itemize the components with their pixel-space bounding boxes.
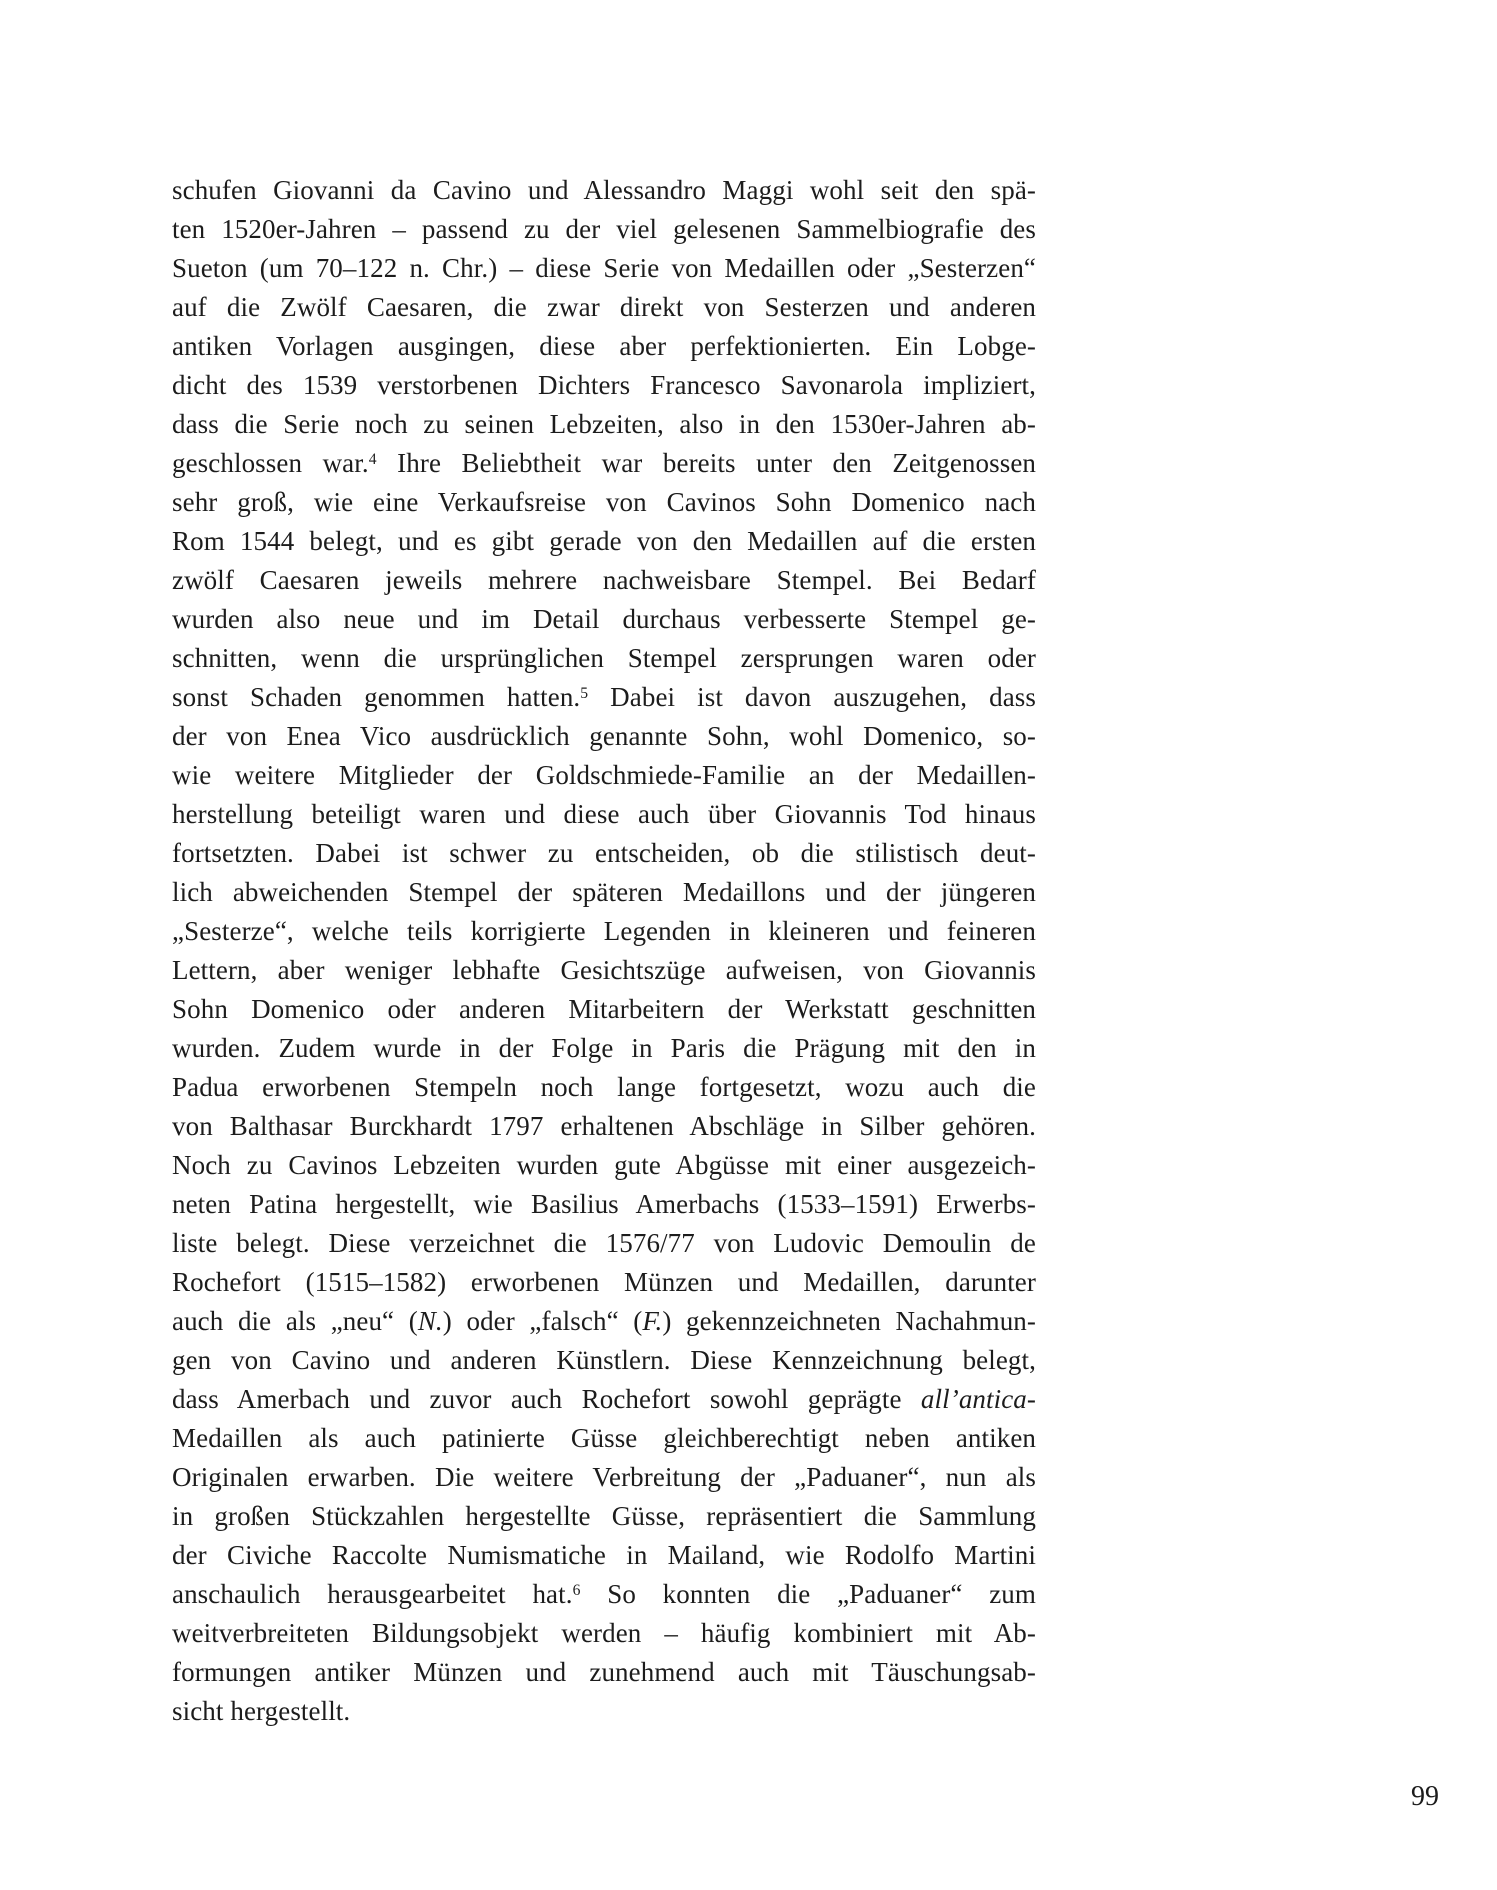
- text-run: der Civiche Raccolte Numismatiche in Mailand, wie Rodolfo Martini: [172, 1540, 1036, 1570]
- text-run: wurden. Zudem wurde in der Folge in Paris die Prägung mit den in: [172, 1033, 1036, 1063]
- text-line: [172, 522, 1036, 561]
- text-line: [172, 1380, 1036, 1419]
- text-run: der von Enea Vico ausdrücklich genannte Sohn, wohl Domenico, so-: [172, 721, 1036, 751]
- text-run: auf die Zwölf Caesaren, die zwar direkt von Sesterzen und anderen: [172, 292, 1036, 322]
- text-run: Sohn Domenico oder anderen Mitarbeitern der Werkstatt geschnitten: [172, 994, 1036, 1024]
- text-run: dass die Serie noch zu seinen Lebzeiten, also in den 1530er-Jahren ab-: [172, 409, 1036, 439]
- text-run: formungen antiker Münzen und zunehmend auch mit Täuschungsab-: [172, 1657, 1036, 1687]
- text-run: anschaulich herausgearbeitet hat.: [172, 1579, 573, 1609]
- text-line: [172, 561, 1036, 600]
- text-run: zwölf Caesaren jeweils mehrere nachweisbare Stempel. Bei Bedarf: [172, 565, 1036, 595]
- text-run: ) oder „falsch“ (: [442, 1306, 643, 1336]
- text-line: [172, 951, 1036, 990]
- footnote-reference: 4: [368, 450, 377, 468]
- text-line: [172, 210, 1036, 249]
- text-line: [172, 1146, 1036, 1185]
- text-run: sicht hergestellt.: [172, 1696, 351, 1726]
- text-run: Ihre Beliebtheit war bereits unter den Zeitgenossen: [376, 448, 1036, 478]
- text-line: [172, 444, 1036, 483]
- text-run: in großen Stückzahlen hergestellte Güsse, repräsentiert die Sammlung: [172, 1501, 1036, 1531]
- text-line: [172, 171, 1036, 210]
- text-run: all’antica-: [920, 1384, 1036, 1414]
- text-run: fortsetzten. Dabei ist schwer zu entscheiden, ob die stilistisch deut-: [172, 838, 1036, 868]
- text-line: [172, 1497, 1036, 1536]
- text-run: Rom 1544 belegt, und es gibt gerade von den Medaillen auf die ersten: [172, 526, 1036, 556]
- text-run: So konnten die „Paduaner“ zum: [580, 1579, 1036, 1609]
- text-run: Dabei ist davon auszugehen, dass: [588, 682, 1036, 712]
- text-line: [172, 1224, 1036, 1263]
- text-line: [172, 1536, 1036, 1575]
- text-run: weitverbreiteten Bildungsobjekt werden – häufig kombiniert mit Ab-: [172, 1618, 1036, 1648]
- text-run: ten 1520er-Jahren – passend zu der viel gelesenen Sammelbiografie des: [172, 214, 1036, 244]
- text-run: schufen Giovanni da Cavino und Alessandro Maggi wohl seit den spä-: [172, 175, 1036, 205]
- text-line: [172, 1068, 1036, 1107]
- text-line: [172, 1185, 1036, 1224]
- text-line: [172, 678, 1036, 717]
- text-run: liste belegt. Diese verzeichnet die 1576/77 von Ludovic Demoulin de: [172, 1228, 1036, 1258]
- text-run: Sueton (um 70–122 n. Chr.) – diese Serie von Medaillen oder „Sesterzen“: [172, 253, 1036, 283]
- text-run: sonst Schaden genommen hatten.: [172, 682, 581, 712]
- text-line: [172, 717, 1036, 756]
- text-run: ) gekennzeichneten Nachahmun-: [662, 1306, 1037, 1336]
- text-line: [172, 1341, 1036, 1380]
- text-run: geschlossen war.: [172, 448, 369, 478]
- text-run: antiken Vorlagen ausgingen, diese aber perfektionierten. Ein Lobge-: [172, 331, 1036, 361]
- text-run: auch die als „neu“ (: [172, 1306, 418, 1336]
- footnote-reference: 6: [572, 1581, 581, 1599]
- text-run: wie weitere Mitglieder der Goldschmiede-Familie an der Medaillen-: [172, 760, 1036, 790]
- text-line: [172, 327, 1036, 366]
- text-line: [172, 873, 1036, 912]
- text-line: [172, 288, 1036, 327]
- text-line: [172, 1575, 1036, 1614]
- text-run: Padua erworbenen Stempeln noch lange fortgesetzt, wozu auch die: [172, 1072, 1036, 1102]
- text-block: [172, 171, 1036, 1731]
- text-run: sehr groß, wie eine Verkaufsreise von Cavinos Sohn Domenico nach: [172, 487, 1036, 517]
- text-line: [172, 249, 1036, 288]
- text-line: [172, 912, 1036, 951]
- text-line: [172, 1419, 1036, 1458]
- text-line: [172, 834, 1036, 873]
- text-line: [172, 1458, 1036, 1497]
- text-run: Rochefort (1515–1582) erworbenen Münzen und Medaillen, darunter: [172, 1267, 1036, 1297]
- text-run: Originalen erwarben. Die weitere Verbreitung der „Paduaner“, nun als: [172, 1462, 1036, 1492]
- text-run: „Sesterze“, welche teils korrigierte Legenden in kleineren und feineren: [172, 916, 1036, 946]
- text-line: [172, 1692, 1036, 1731]
- text-run: dass Amerbach und zuvor auch Rochefort sowohl geprägte: [172, 1384, 921, 1414]
- text-run: Lettern, aber weniger lebhafte Gesichtszüge aufweisen, von Giovannis: [172, 955, 1036, 985]
- text-run: dicht des 1539 verstorbenen Dichters Francesco Savonarola impliziert,: [172, 370, 1036, 400]
- text-line: [172, 990, 1036, 1029]
- text-run: N.: [417, 1306, 443, 1336]
- text-line: [172, 1029, 1036, 1068]
- text-line: [172, 405, 1036, 444]
- text-line: [172, 600, 1036, 639]
- text-line: [172, 1653, 1036, 1692]
- text-run: herstellung beteiligt waren und diese auch über Giovannis Tod hinaus: [172, 799, 1036, 829]
- text-run: schnitten, wenn die ursprünglichen Stempel zersprungen waren oder: [172, 643, 1036, 673]
- text-line: [172, 1614, 1036, 1653]
- text-run: gen von Cavino und anderen Künstlern. Diese Kennzeichnung belegt,: [172, 1345, 1036, 1375]
- text-run: wurden also neue und im Detail durchaus verbesserte Stempel ge-: [172, 604, 1036, 634]
- text-line: [172, 1302, 1036, 1341]
- text-run: F.: [642, 1306, 663, 1336]
- text-line: [172, 756, 1036, 795]
- text-run: von Balthasar Burckhardt 1797 erhaltenen Abschläge in Silber gehören.: [172, 1111, 1036, 1141]
- text-line: [172, 483, 1036, 522]
- footnote-reference: 5: [580, 684, 589, 702]
- text-line: [172, 366, 1036, 405]
- text-line: [172, 639, 1036, 678]
- text-line: [172, 1263, 1036, 1302]
- text-line: [172, 1107, 1036, 1146]
- page-number: 99: [1411, 1781, 1439, 1812]
- text-run: Noch zu Cavinos Lebzeiten wurden gute Abgüsse mit einer ausgezeich-: [172, 1150, 1036, 1180]
- text-run: Medaillen als auch patinierte Güsse gleichberechtigt neben antiken: [172, 1423, 1036, 1453]
- text-run: neten Patina hergestellt, wie Basilius Amerbachs (1533–1591) Erwerbs-: [172, 1189, 1036, 1219]
- text-run: lich abweichenden Stempel der späteren Medaillons und der jüngeren: [172, 877, 1036, 907]
- text-line: [172, 795, 1036, 834]
